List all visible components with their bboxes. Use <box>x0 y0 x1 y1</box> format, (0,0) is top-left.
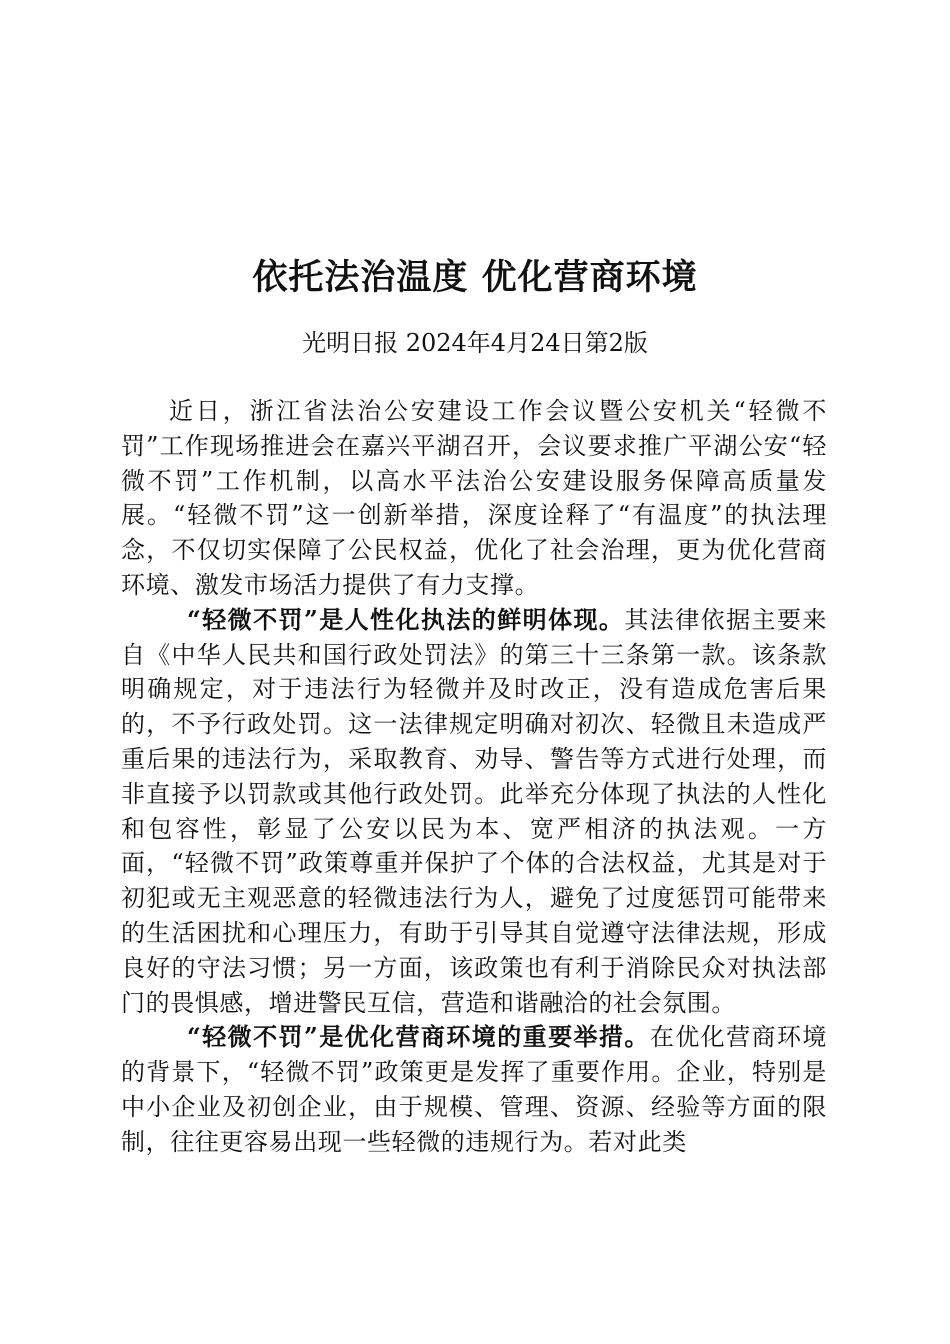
paragraph-humane-enforcement <box>121 603 827 1021</box>
paragraph-text: 近日，浙江省法治公安建设工作会议暨公安机关“轻微不罚”工作现场推进会在嘉兴平湖召开，会议要求推广平湖公安“轻微不罚”工作机制，以高水平法治公安建设服务保障高质量发展。“轻微不罚”这一创新举措，深度诠释了“有温度”的执法理念，不仅切实保障了公民权益，优化了社会治理，更为优化营商环境、激发市场活力提供了有力支撑。 <box>121 397 827 599</box>
article-body <box>121 394 827 1160</box>
paragraph-intro <box>121 394 827 603</box>
paragraph-text: 其法律依据主要来自《中华人民共和国行政处罚法》的第三十三条第一款。该条款明确规定，对于违法行为轻微并及时改正，没有造成危害后果的，不予行政处罚。这一法律规定明确对初次、轻微且未造成严重后果的违法行为，采取教育、劝导、警告等方式进行处理，而非直接予以罚款或其他行政处罚。此举充分体现了执法的人性化和包容性，彰显了公安以民为本、宽严相济的执法观。一方面，“轻微不罚”政策尊重并保护了个体的合法权益，尤其是对于初犯或无主观恶意的轻微违法行为人，避免了过度惩罚可能带来的生活困扰和心理压力，有助于引导其自觉遵守法律法规，形成良好的守法习惯；另一方面，该政策也有利于消除民众对执法部门的畏惧感，增进警民互信，营造和谐融洽的社会氛围。 <box>121 605 827 1017</box>
paragraph-text: 在优化营商环境的背景下，“轻微不罚”政策更是发挥了重要作用。企业，特别是中小企业及初创企业，由于规模、管理、资源、经验等方面的限制，往往更容易出现一些轻微的违规行为。若对此类 <box>121 1023 827 1156</box>
paragraph-business-environment <box>121 1020 827 1159</box>
paragraph-lead: “轻微不罚”是优化营商环境的重要举措。 <box>187 1022 650 1052</box>
paragraph-lead: “轻微不罚”是人性化执法的鲜明体现。 <box>187 604 625 634</box>
article-source: 光明日报 2024年4月24日第2版 <box>302 329 648 357</box>
article-title: 依托法治温度 优化营商环境 <box>252 257 698 299</box>
